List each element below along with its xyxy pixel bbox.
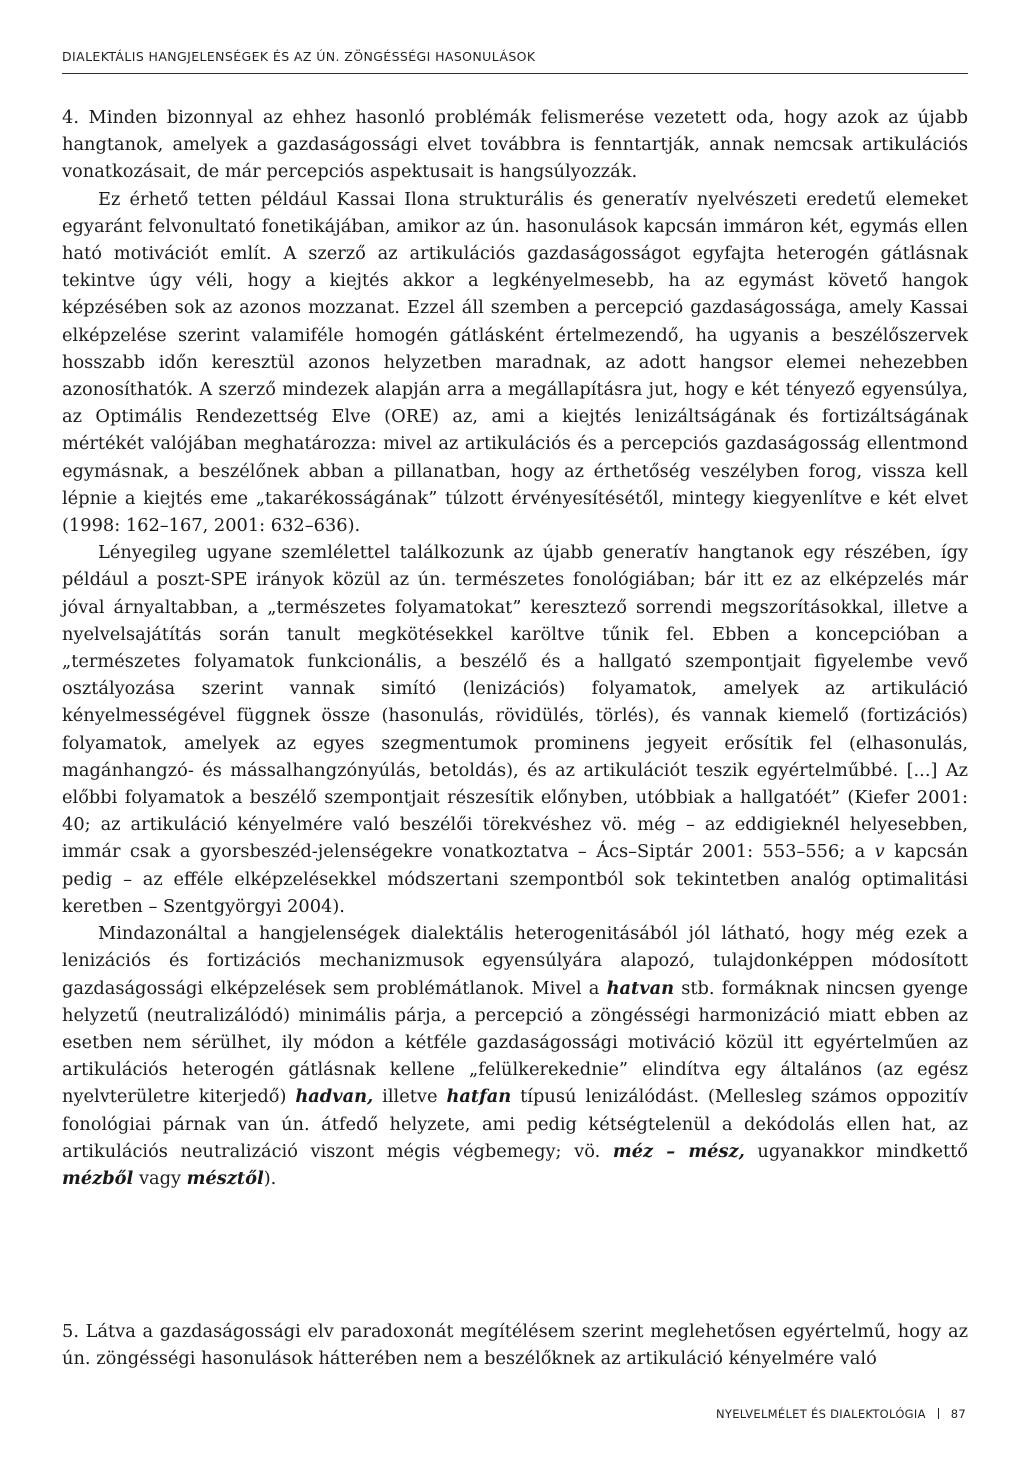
journal-title: NYELVELMÉLET ÉS DIALEKTOLÓGIA	[715, 1407, 926, 1421]
section-4	[62, 104, 968, 1192]
paragraph-dialectal	[62, 920, 968, 1192]
paragraph-text: típusú lenizálódást. (Mellesleg számos oppozitív fonológiai párnak van ún. átfedő helyzete, ami pedig kétségtelenül a dekódolás ellen hat, az artikulációs neutralizáció viszont mégis végbemegy; vö.	[62, 1086, 968, 1162]
paragraph-text: kapcsán pedig – az efféle elképzelésekkel módszertani szempontból sok tekintetben analóg optimalitási keretben – Szentgyörgyi 2004).	[62, 841, 969, 917]
term-hatvan: hatvan	[606, 977, 675, 999]
term-v: v	[874, 841, 885, 863]
paragraph-text: ).	[263, 1167, 277, 1189]
paragraph-text: Mindazonáltal a hangjelenségek dialektális heterogenitásából jól látható, hogy még ezek a lenizációs és fortizációs mechanizmusok egyensúlyára alapozó, tulajdonképpen módosított gazdaságossági elképzelések sem problémátlanok. Mivel a	[62, 923, 968, 999]
paragraph-4-intro: 4. Minden bizonnyal az ehhez hasonló problémák felismerése vezetett oda, hogy azok az újabb hangtanok, amelyek a gazdaságossági elvet továbbra is fenntartják, annak nemcsak artikulációs vonatkozásait, de már percepciós aspektusait is hangsúlyozzák.	[62, 107, 968, 183]
footer-separator	[938, 1408, 939, 1419]
section-5	[62, 1318, 968, 1372]
term-hadvan: hadvan,	[295, 1086, 374, 1108]
paragraph-natural-phonology	[62, 539, 968, 920]
page-footer	[716, 1407, 966, 1421]
running-head: DIALEKTÁLIS HANGJELENSÉGEK ÉS AZ ÚN. ZÖNGÉSSÉGI HASONULÁSOK	[62, 49, 536, 64]
term-hatfan: hatfan	[446, 1086, 512, 1108]
term-mezbol: mézből	[62, 1167, 134, 1189]
paragraph-text: stb. formáknak nincsen gyenge helyzetű (neutralizálódó) minimális párja, a percepció a zöngésségi harmonizáció miatt ebben az esetben nem sérülhet, ily módon a kétféle gazdaságossági motiváció közül itt egyértelműen az artikulációs heterogén gátlásnak kellene „felülkerekednie” elindítva egy általános (az egész nyelvterületre kiterjedő)	[62, 977, 968, 1108]
header-rule	[62, 73, 968, 74]
term-mesztol: mésztől	[186, 1167, 264, 1189]
page-number: 87	[950, 1407, 966, 1421]
paragraph-text: ugyanakkor mindkettő	[757, 1140, 968, 1162]
paragraph-kassai: Ez érhető tetten például Kassai Ilona strukturális és generatív nyelvészeti eredetű elemeket egyaránt felvonultató fonetikájában, amikor az ún. hasonulások kapcsán immáron két, egymás ellen ható motivációt említ. A szerző az artikulációs gazdaságosságot egyfajta heterogén gátlásnak tekintve úgy véli, hogy a kiejtés akkor a legkényelmesebb, ha az egymást követő hangok képzésében sok az azonos mozzanat. Ezzel áll szemben a percepció gazdaságossága, amely Kassai elképzelése szerint valamiféle homogén gátlásként értelmezendő, ha ugyanis a beszélőszervek hosszabb időn keresztül azonos helyzetben maradnak, az adott hangsor elemei nehezebben azonosíthatók. A szerző mindezek alapján arra a megállapításra jut, hogy e két tényező egyensúlya, az Optimális Rendezettség Elve (ORE) az, ami a kiejtés lenizáltságának és fortizáltságának mértékét valójában meghatározza: mivel az artikulációs és a percepciós gazdaságosság ellentmond egymásnak, a beszélőnek abban a pillanatban, hogy az érthetőség veszélyben forog, vissza kell lépnie a kiejtés eme „takarékosságának” túlzott érvényesítésétől, mintegy kiegyenlítve e két elvet (1998: 162–167, 2001: 632–636).	[62, 188, 968, 537]
paragraph-text: Lényegileg ugyane szemlélettel találkozunk az újabb generatív hangtanok egy részében, így például a poszt-SPE irányok közül az ún. természetes fonológiában; bár itt ez az elképzelés már jóval árnyaltabban, a „természetes folyamatokat” keresztező sorrendi megszorításokkal, illetve a nyelvelsajátítás során tanult megkötésekkel karöltve tűnik fel. Ebben a koncepcióban a „természetes folyamatok funkcionális, a beszélő és a hallgató szempontjait figyelembe vevő osztályozása szerint vannak simító (lenizációs) folyamatok, amelyek az artikuláció kényelmességével függnek össze (hasonulás, rövidülés, törlés), és vannak kiemelő (fortizációs) folyamatok, amelyek az egyes szegmentumok prominens jegyeit erősítik fel (elhasonulás, magánhangzó- és mássalhangzónyúlás, betoldás), és az artikulációt teszik egyértelműbbé. [...] Az előbbi folyamatok a beszélő szempontjait részesítik előnyben, utóbbiak a hallgatóét” (Kiefer 2001: 40; az artikuláció kényelmére való beszélői törekvéshez vö. még – az eddigieknél helyesebben, immár csak a gyorsbeszéd-jelenségekre vonatkoztatva – Ács–Siptár 2001: 553–556; a	[62, 542, 968, 863]
paragraph-5-intro: 5. Látva a gazdaságossági elv paradoxonát megítélésem szerint meglehetősen egyértelmű, hogy az ún. zöngésségi hasonulások hátterében nem a beszélőknek az artikuláció kényelmére való	[62, 1321, 968, 1370]
term-mez-mesz: méz – mész,	[612, 1140, 745, 1162]
paragraph-text: illetve	[382, 1086, 438, 1108]
paragraph-text: vagy	[138, 1167, 182, 1189]
